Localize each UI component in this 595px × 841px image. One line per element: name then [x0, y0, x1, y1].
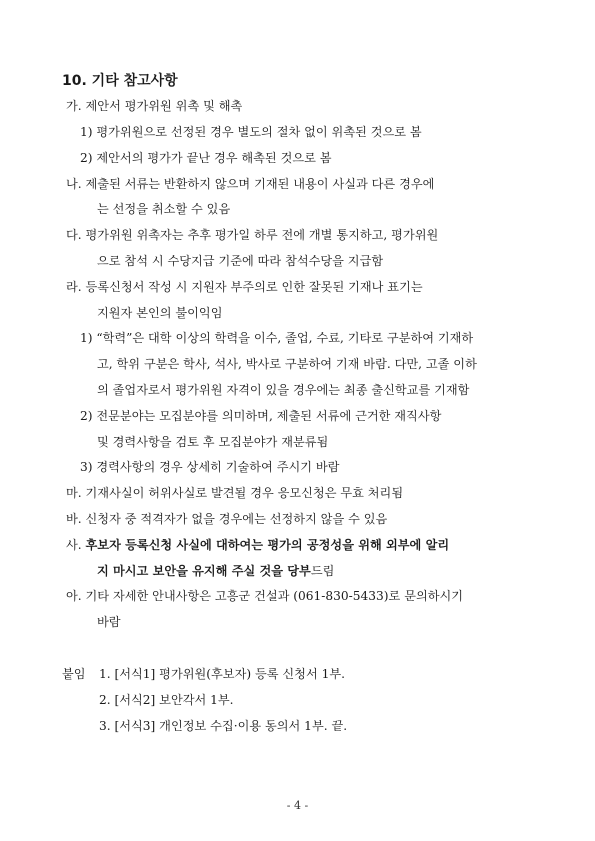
page-number: - 4 -	[286, 799, 309, 812]
item-a-cont: 바람	[97, 615, 121, 629]
item-ma: 마. 기재사실이 허위사실로 발견될 경우 응모신청은 무효 처리됨	[66, 486, 404, 500]
item-ra-2: 2) 전문분야는 모집분야를 의미하며, 제출된 서류에 근거한 재직사항	[80, 409, 442, 423]
item-ra-1-cont2: 의 졸업자로서 평가위원 자격이 있을 경우에는 최종 출신학교를 기재함	[97, 383, 470, 397]
item-ga-2: 2) 제안서의 평가가 끝난 경우 해촉된 것으로 봄	[80, 151, 332, 165]
attachment-item: 2. [서식2] 보안각서 1부.	[99, 693, 234, 707]
attachments-label: 붙임	[62, 667, 86, 681]
item-da: 다. 평가위원 위촉자는 추후 평가일 하루 전에 개별 통지하고, 평가위원	[66, 228, 439, 242]
item-ra-1: 1) “학력”은 대학 이상의 학력을 이수, 졸업, 수료, 기타로 구분하여 기재하	[80, 331, 474, 345]
item-ba: 바. 신청자 중 적격자가 없을 경우에는 선정하지 않을 수 있음	[66, 512, 388, 526]
section-heading: 10. 기타 참고사항	[62, 73, 178, 89]
item-sa-bold: 후보자 등록신청 사실에 대하여는 평가의 공정성을 위해 외부에 알리	[85, 538, 450, 552]
item-ra-1-cont: 고, 학위 구분은 학사, 석사, 박사로 구분하여 기재 바람. 다만, 고졸 이하	[97, 357, 477, 371]
item-sa	[66, 537, 449, 553]
item-ga-1: 1) 평가위원으로 선정된 경우 별도의 절차 없이 위촉된 것으로 봄	[80, 125, 422, 139]
item-sa-cont-bold: 지 마시고 보안을 유지해 주실 것을 당부	[97, 564, 311, 578]
item-ra-3: 3) 경력사항의 경우 상세히 기술하여 주시기 바람	[80, 460, 340, 474]
item-ra-cont: 지원자 본인의 불이익임	[97, 306, 223, 320]
item-ra: 라. 등록신청서 작성 시 지원자 부주의로 인한 잘못된 기재나 표기는	[66, 280, 423, 294]
item-sa-prefix: 사.	[66, 538, 86, 552]
attachment-item: 1. [서식1] 평가위원(후보자) 등록 신청서 1부.	[99, 667, 345, 681]
attachment-item: 3. [서식3] 개인정보 수집·이용 동의서 1부. 끝.	[99, 719, 348, 733]
item-sa-cont-suffix: 드림	[310, 564, 335, 578]
item-ga: 가. 제안서 평가위원 위촉 및 해촉	[66, 99, 243, 113]
item-sa-cont	[97, 563, 334, 579]
item-na: 나. 제출된 서류는 반환하지 않으며 기재된 내용이 사실과 다른 경우에	[66, 177, 435, 191]
item-na-cont: 는 선정을 취소할 수 있음	[97, 202, 231, 216]
item-a: 아. 기타 자세한 안내사항은 고흥군 건설과 (061-830-5433)로 문의하시기	[66, 589, 464, 603]
item-ra-2-cont: 및 경력사항을 검토 후 모집분야가 재분류됨	[97, 435, 329, 449]
item-da-cont: 으로 참석 시 수당지급 기준에 따라 참석수당을 지급함	[97, 254, 384, 268]
